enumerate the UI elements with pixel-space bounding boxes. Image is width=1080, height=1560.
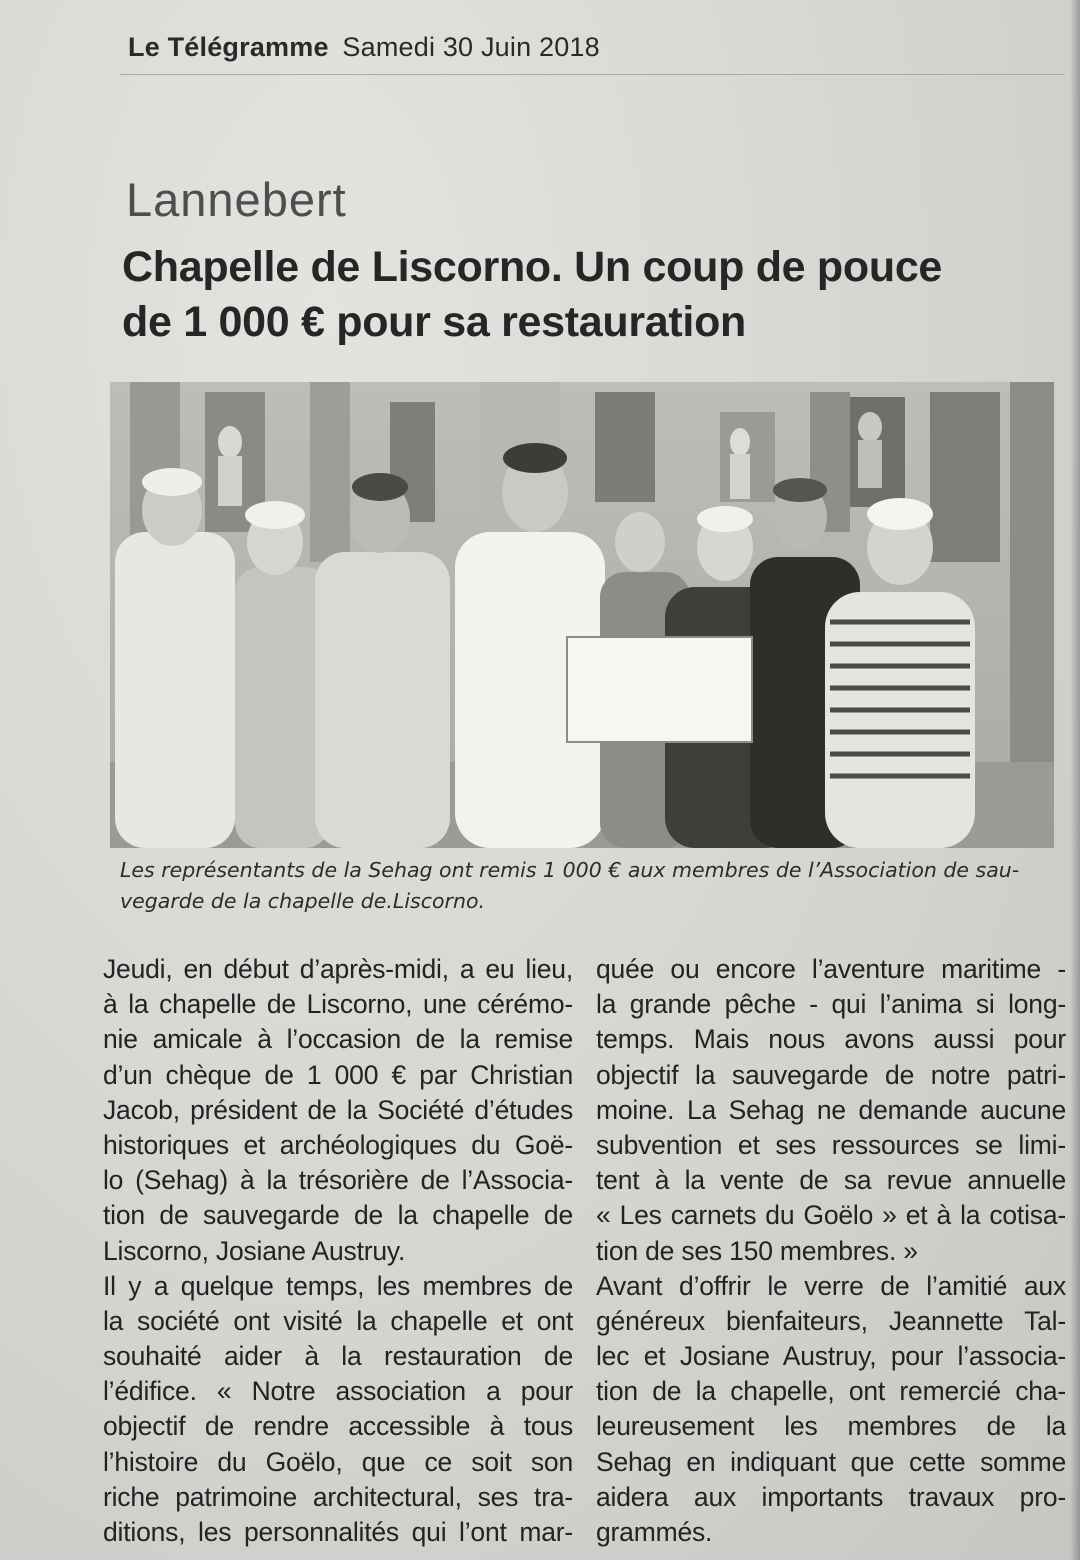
body-line: tion de la chapelle, ont remercié cha- bbox=[596, 1376, 1066, 1407]
body-line: subvention et ses ressources se limi- bbox=[596, 1129, 1066, 1160]
body-line: Avant d’offrir le verre de l’amitié aux bbox=[596, 1270, 1066, 1301]
article-column-left bbox=[103, 952, 573, 1550]
headline-line: de 1 000 € pour sa restauration bbox=[122, 298, 747, 346]
body-line: ditions, les personnalités qui l’ont mar- bbox=[103, 1517, 573, 1548]
body-line: d’un chèque de 1 000 € par Christian bbox=[103, 1059, 573, 1090]
body-line: « Les carnets du Goëlo » et à la cotisa- bbox=[596, 1200, 1066, 1231]
body-line: Il y a quelque temps, les membres de bbox=[103, 1270, 573, 1301]
body-line: quée ou encore l’aventure maritime - bbox=[596, 954, 1066, 984]
body-line: nie amicale à l’occasion de la remise bbox=[103, 1024, 573, 1055]
body-line: historiques et archéologiques du Goë- bbox=[103, 1129, 573, 1160]
body-line: Jeudi, en début d’après-midi, a eu lieu, bbox=[103, 954, 573, 984]
article-column-right bbox=[596, 952, 1066, 1550]
body-line: la grande pêche - qui l’anima si long- bbox=[596, 989, 1066, 1020]
body-line: généreux bienfaiteurs, Jeannette Tal- bbox=[596, 1305, 1066, 1336]
body-line: la société ont visité la chapelle et ont bbox=[103, 1305, 573, 1336]
body-line: tion de ses 150 membres. » bbox=[596, 1235, 918, 1266]
masthead-rule bbox=[120, 74, 1065, 75]
body-line: lo (Sehag) à la trésorière de l’Associa- bbox=[103, 1165, 573, 1196]
body-line: tion de sauvegarde de la chapelle de bbox=[103, 1200, 573, 1231]
body-line: objectif de rendre accessible à tous bbox=[103, 1411, 573, 1442]
body-line: l’histoire du Goëlo, que ce soit son bbox=[103, 1446, 573, 1477]
body-line: Jacob, président de la Société d’études bbox=[103, 1094, 573, 1125]
body-line: objectif la sauvegarde de notre patri- bbox=[596, 1059, 1066, 1090]
body-line: à la chapelle de Liscorno, une cérémo- bbox=[103, 989, 573, 1020]
article-photo bbox=[110, 382, 1054, 848]
body-line: tent à la vente de sa revue annuelle bbox=[596, 1165, 1066, 1196]
body-line: moine. La Sehag ne demande aucune bbox=[596, 1094, 1066, 1125]
newspaper-name: Le Télégramme bbox=[128, 32, 329, 62]
body-line: riche patrimoine architectural, ses tra- bbox=[103, 1481, 573, 1512]
photo-caption bbox=[120, 855, 1070, 917]
masthead bbox=[128, 32, 600, 63]
caption-line: vegarde de la chapelle de.Liscorno. bbox=[120, 889, 486, 913]
body-line: grammés. bbox=[596, 1517, 713, 1548]
body-line: temps. Mais nous avons aussi pour bbox=[596, 1024, 1066, 1055]
body-line: aidera aux importants travaux pro- bbox=[596, 1481, 1066, 1512]
body-line: souhaité aider à la restauration de bbox=[103, 1341, 573, 1372]
body-line: Liscorno, Josiane Austruy. bbox=[103, 1235, 406, 1266]
issue-date: Samedi 30 Juin 2018 bbox=[342, 32, 600, 62]
body-line: lec et Josiane Austruy, pour l’associa- bbox=[596, 1341, 1066, 1372]
body-line: Sehag en indiquant que cette somme bbox=[596, 1446, 1066, 1477]
group-photo-image bbox=[110, 382, 1054, 848]
headline-line: Chapelle de Liscorno. Un coup de pouce bbox=[122, 243, 943, 291]
body-line: l’édifice. « Notre association a pour bbox=[103, 1376, 573, 1407]
article-headline bbox=[122, 240, 1022, 350]
body-line: leureusement les membres de la bbox=[596, 1411, 1066, 1442]
article-kicker: Lannebert bbox=[126, 173, 347, 226]
caption-line: Les représentants de la Sehag ont remis 1 000 € aux membres de l’Association de sau- bbox=[120, 858, 1020, 882]
